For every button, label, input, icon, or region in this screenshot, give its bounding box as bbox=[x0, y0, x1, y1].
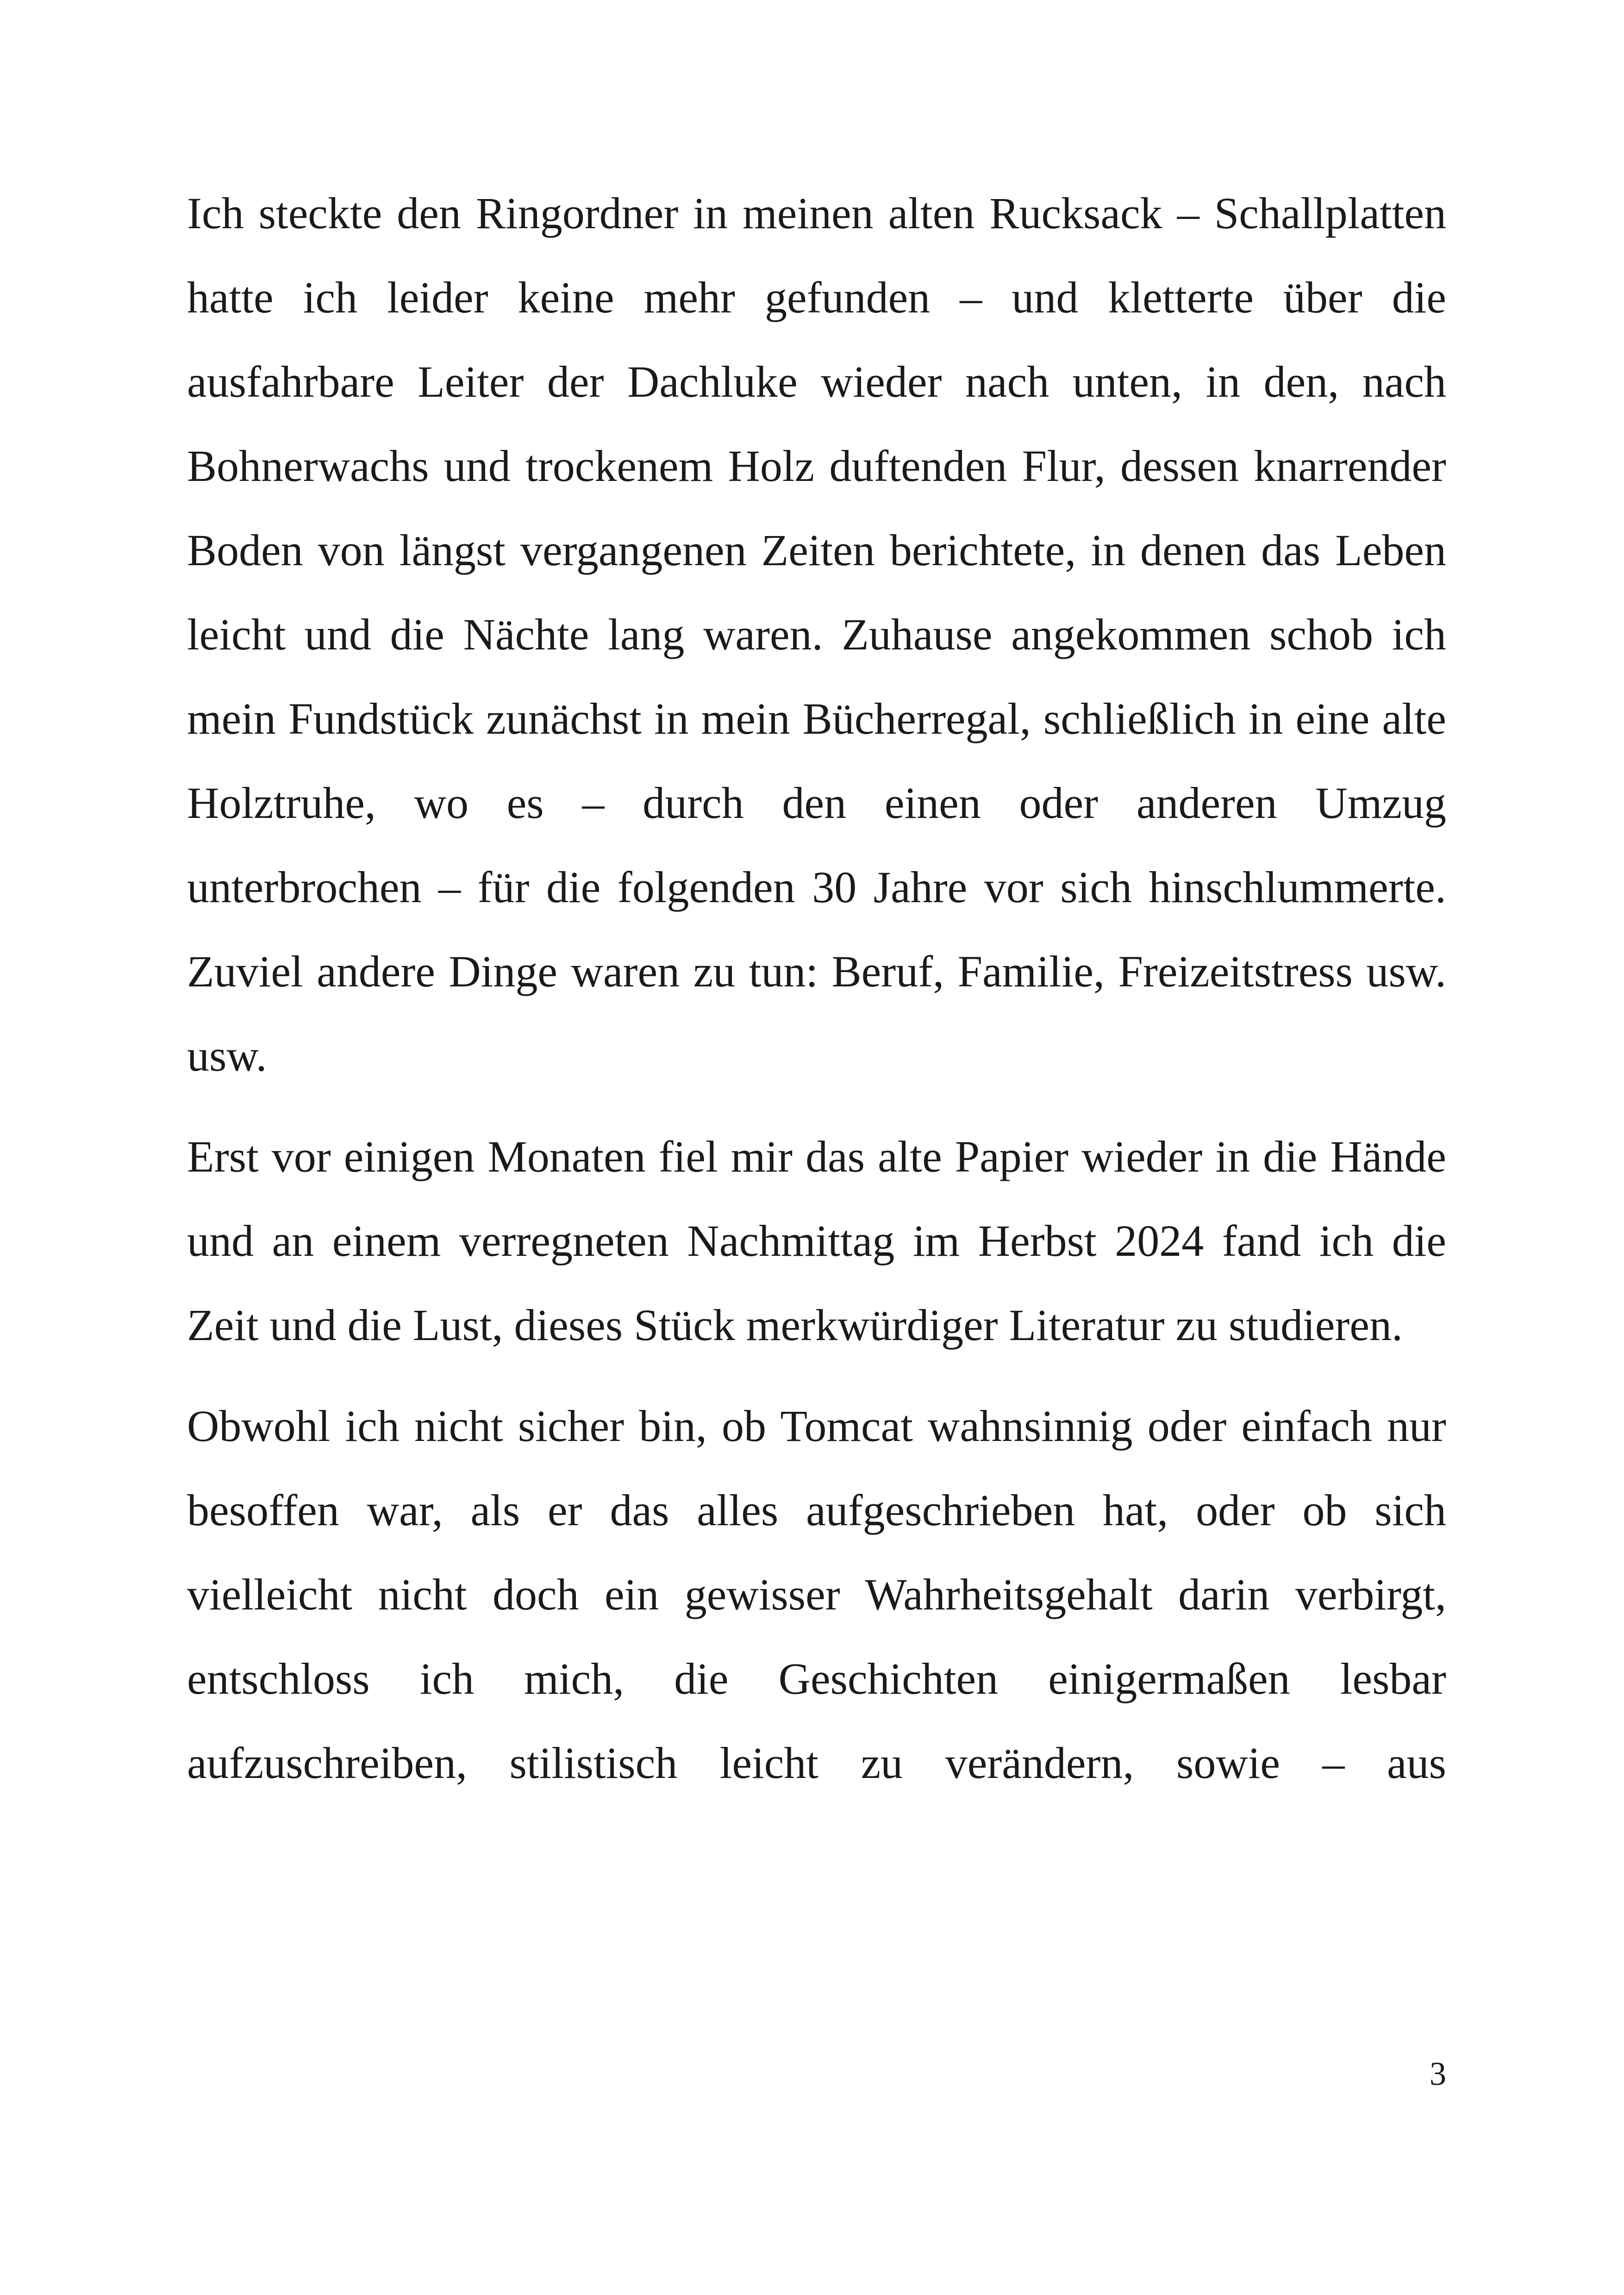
paragraph-2: Erst vor einigen Monaten fiel mir das alte Papier wieder in die Hände und an einem verregneten Nachmittag im Herbst 2024 fand ich die Zeit und die Lust, dieses Stück merkwürdiger Literatur zu studieren. bbox=[187, 1132, 1446, 1350]
page-number: 3 bbox=[1430, 2055, 1446, 2092]
page-body bbox=[187, 171, 1446, 1805]
paragraph-3: Obwohl ich nicht sicher bin, ob Tomcat wahnsinnig oder einfach nur besoffen war, als er das alles aufgeschrieben hat, oder ob sich vielleicht nicht doch ein gewisser Wahrheitsgehalt darin verbirgt, entschloss ich mich, die Geschichten einigermaßen lesbar aufzuschreiben, stilistisch leicht zu verändern, sowie – aus bbox=[187, 1401, 1446, 1788]
paragraph-1: Ich steckte den Ringordner in meinen alten Rucksack – Schallplatten hatte ich leider keine mehr gefunden – und kletterte über die ausfahrbare Leiter der Dachluke wieder nach unten, in den, nach Bohnerwachs und trockenem Holz duftenden Flur, dessen knarrender Boden von längst vergangenen Zeiten berichtete, in denen das Leben leicht und die Nächte lang waren. Zuhause angekommen schob ich mein Fundstück zunächst in mein Bücherregal, schließlich in eine alte Holztruhe, wo es – durch den einen oder anderen Umzug unterbrochen – für die folgenden 30 Jahre vor sich hinschlummerte. Zuviel andere Dinge waren zu tun: Beruf, Familie, Freizeitstress usw. usw. bbox=[187, 188, 1446, 1080]
